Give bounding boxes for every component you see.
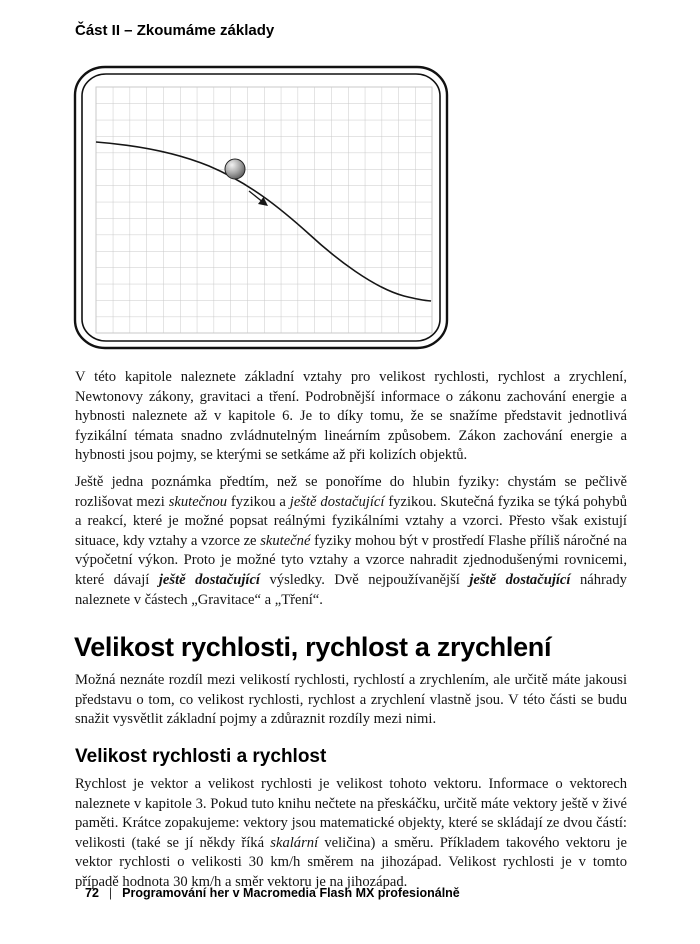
footer-separator: |	[108, 886, 113, 900]
subsection-heading: Velikost rychlosti a rychlost	[75, 745, 327, 767]
figure-ball-on-slope	[73, 65, 449, 350]
ball-icon	[225, 159, 245, 179]
page-footer	[85, 886, 460, 900]
paragraph-real-vs-good-enough-physics: Ještě jedna poznámka předtím, než se ponoříme do hlubin fyziky: chystám se pečlivě rozlišovat mezi skutečnou fyzikou a ještě dostačující fyzikou. Skutečná fyzika se týká pohybů a reakcí, které je možné popsat reálnými fyzikálními vztahy a vzorci. Přesto však existují situace, kdy vztahy a vzorce ze skutečné fyziky mohou být v prostředí Flashe příliš náročné na výpočetní výkon. Proto je možné tyto vztahy a vzorce nahradit zjednodušenými rovnicemi, které dávají ještě dostačující výsledky. Dvě nejpoužívanější ještě dostačující náhrady naleznete v částech „Gravitace“ a „Tření“.	[75, 473, 627, 608]
paragraph-chapter-intro: V této kapitole naleznete základní vztahy pro velikost rychlosti, rychlost a zrychlení, Newtonovy zákony, gravitaci a tření. Podrobnější informace o zákonu zachování energie a hybnosti naleznete až v kapitole 6. Je to díky tomu, že se snažíme představit jednotlivá fyzikální témata snadno zvládnutelným lineárním způsobem. Zákon zachování energie a hybnosti jsou pojmy, se kterými se setkáme až při kolizích objektů.	[75, 369, 627, 464]
slope-diagram-svg	[73, 65, 449, 350]
section-heading: Velikost rychlosti, rychlost a zrychlení	[74, 632, 552, 663]
page-content	[0, 22, 700, 892]
grid-background	[96, 87, 432, 333]
footer-book-title: Programování her v Macromedia Flash MX profesionálně	[122, 886, 460, 900]
paragraph-section-intro: Možná neznáte rozdíl mezi velikostí rychlosti, rychlostí a zrychlením, ale určitě máte jakousi představu o tom, co velikost rychlosti, rychlost a zrychlení vlastně jsou. V této části se budu snažit vysvětlit základní pojmy a zdůraznit rozdíly mezi nimi.	[75, 672, 627, 728]
paragraph-velocity-vector: Rychlost je vektor a velikost rychlosti je velikost tohoto vektoru. Informace o vektorech naleznete v kapitole 3. Pokud tuto knihu nečtete na přeskáčku, určitě máte vektory ještě v živé paměti. Krátce zopakujeme: vektory jsou matematické objekty, které se skládají ze dvou částí: velikosti (také se jí někdy říká skalární veličina) a směru. Příkladem takového vektoru je vektor rychlosti o velikosti 30 km/h směrem na jihozápad. Velikost rychlosti je v tomto případě hodnota 30 km/h a směr vektoru je na jihozápad.	[75, 775, 627, 890]
running-header: Část II – Zkoumáme základy	[75, 22, 275, 39]
page-number: 72	[85, 886, 99, 900]
